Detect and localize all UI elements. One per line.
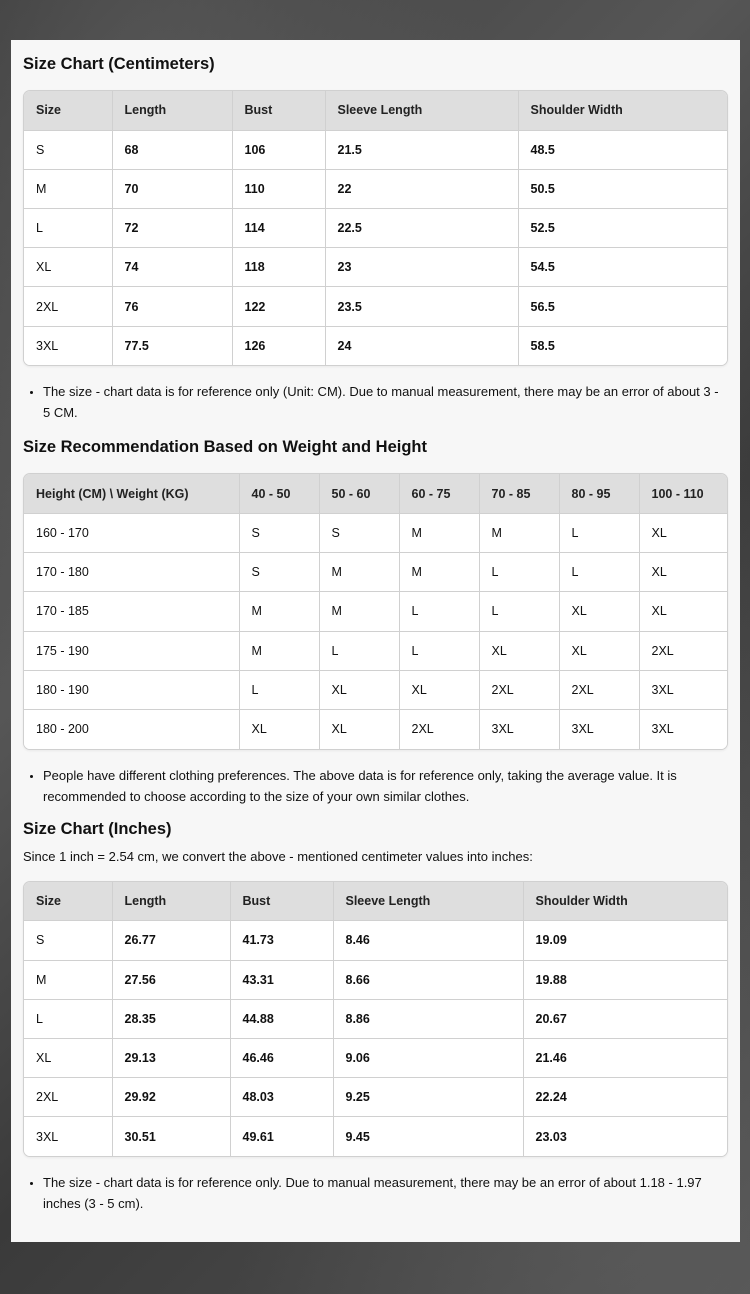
table-row [24, 514, 727, 553]
table-cell: 68 [112, 130, 232, 169]
table-cell: 122 [232, 287, 325, 326]
table-cell: XL [319, 670, 399, 709]
table-cell: 46.46 [230, 1038, 333, 1077]
table-cell: 70 [112, 169, 232, 208]
table-cell: XL [639, 553, 727, 592]
table-cell: 3XL [24, 1117, 112, 1156]
table-cell: 29.92 [112, 1078, 230, 1117]
table-row [24, 248, 727, 287]
column-header: Sleeve Length [325, 91, 518, 130]
table-cell: XL [639, 592, 727, 631]
column-header: Length [112, 882, 230, 921]
table-cell: 8.46 [333, 921, 523, 960]
column-header: 60 - 75 [399, 474, 479, 513]
table-cell: 41.73 [230, 921, 333, 960]
table-cell: L [479, 553, 559, 592]
table-row [24, 631, 727, 670]
table-cell: 170 - 185 [24, 592, 239, 631]
table-cell: M [239, 592, 319, 631]
table-cell: 2XL [399, 709, 479, 748]
rec-note: • People have different clothing preferences. The above data is for reference only, taking the average value. It is recommended to choose according to the size of your own similar clothes. [43, 765, 724, 807]
table-cell: 44.88 [230, 999, 333, 1038]
table-cell: L [559, 553, 639, 592]
table-cell: 22.24 [523, 1078, 727, 1117]
cm-note: • The size - chart data is for reference only (Unit: CM). Due to manual measurement, there may be an error of about 3 - 5 CM. [43, 381, 724, 423]
table-cell: XL [479, 631, 559, 670]
table-cell: 2XL [24, 1078, 112, 1117]
table-cell: 29.13 [112, 1038, 230, 1077]
table-cell: 2XL [559, 670, 639, 709]
table-row [24, 287, 727, 326]
table-cell: L [24, 209, 112, 248]
table-cell: M [479, 514, 559, 553]
table-cell: 3XL [639, 670, 727, 709]
table-cell: L [24, 999, 112, 1038]
table-cell: 20.67 [523, 999, 727, 1038]
table-cell: 72 [112, 209, 232, 248]
table-header-row [24, 882, 727, 921]
table-cell: 2XL [24, 287, 112, 326]
table-cell: 56.5 [518, 287, 727, 326]
table-cell: 28.35 [112, 999, 230, 1038]
table-cell: L [559, 514, 639, 553]
table-cell: XL [24, 1038, 112, 1077]
table-row [24, 130, 727, 169]
table-cell: 3XL [479, 709, 559, 748]
inch-table [24, 882, 727, 1156]
table-cell: 58.5 [518, 326, 727, 365]
table-cell: 19.09 [523, 921, 727, 960]
column-header: Bust [230, 882, 333, 921]
table-cell: M [399, 553, 479, 592]
table-cell: 126 [232, 326, 325, 365]
table-row [24, 1117, 727, 1156]
table-row [24, 326, 727, 365]
table-row [24, 999, 727, 1038]
table-cell: 48.5 [518, 130, 727, 169]
table-header-row [24, 474, 727, 513]
table-cell: 175 - 190 [24, 631, 239, 670]
table-cell: 9.45 [333, 1117, 523, 1156]
table-cell: S [24, 921, 112, 960]
inch-chart-title: Size Chart (Inches) [23, 819, 172, 838]
table-row [24, 921, 727, 960]
inch-size-table [23, 881, 728, 1157]
table-cell: 24 [325, 326, 518, 365]
inch-notes [23, 1172, 728, 1214]
table-cell: 74 [112, 248, 232, 287]
table-cell: XL [239, 709, 319, 748]
table-cell: S [239, 553, 319, 592]
table-row [24, 1038, 727, 1077]
table-cell: 3XL [639, 709, 727, 748]
table-cell: L [319, 631, 399, 670]
table-cell: 118 [232, 248, 325, 287]
table-header-row [24, 91, 727, 130]
table-cell: 180 - 190 [24, 670, 239, 709]
table-cell: 23.5 [325, 287, 518, 326]
table-cell: 49.61 [230, 1117, 333, 1156]
table-cell: S [239, 514, 319, 553]
column-header: 40 - 50 [239, 474, 319, 513]
table-cell: 170 - 180 [24, 553, 239, 592]
table-cell: 8.66 [333, 960, 523, 999]
table-cell: 21.46 [523, 1038, 727, 1077]
table-row [24, 709, 727, 748]
table-cell: XL [24, 248, 112, 287]
column-header: 50 - 60 [319, 474, 399, 513]
cm-chart-title: Size Chart (Centimeters) [23, 55, 215, 73]
table-cell: M [24, 960, 112, 999]
table-row [24, 553, 727, 592]
column-header: Size [24, 91, 112, 130]
cm-size-table [23, 90, 728, 366]
inch-intro: Since 1 inch = 2.54 cm, we convert the above - mentioned centimeter values into inches: [23, 848, 533, 864]
column-header: 70 - 85 [479, 474, 559, 513]
table-row [24, 960, 727, 999]
table-cell: 8.86 [333, 999, 523, 1038]
table-cell: 23.03 [523, 1117, 727, 1156]
table-cell: L [479, 592, 559, 631]
column-header: Length [112, 91, 232, 130]
table-cell: 50.5 [518, 169, 727, 208]
table-cell: 160 - 170 [24, 514, 239, 553]
table-cell: XL [639, 514, 727, 553]
recommendation-table [23, 473, 728, 749]
rec-notes [23, 765, 728, 807]
column-header: Sleeve Length [333, 882, 523, 921]
table-cell: S [24, 130, 112, 169]
table-cell: 3XL [24, 326, 112, 365]
table-cell: 22.5 [325, 209, 518, 248]
column-header: Size [24, 882, 112, 921]
size-guide-sheet [11, 40, 740, 1242]
table-cell: 106 [232, 130, 325, 169]
table-cell: XL [559, 631, 639, 670]
table-cell: 54.5 [518, 248, 727, 287]
table-row [24, 1078, 727, 1117]
recommendation-title: Size Recommendation Based on Weight and Height [23, 438, 427, 457]
table-cell: S [319, 514, 399, 553]
table-cell: 76 [112, 287, 232, 326]
cm-table [24, 91, 727, 365]
table-cell: 26.77 [112, 921, 230, 960]
table-cell: 23 [325, 248, 518, 287]
table-cell: 48.03 [230, 1078, 333, 1117]
table-cell: 21.5 [325, 130, 518, 169]
table-cell: 2XL [639, 631, 727, 670]
column-header: 100 - 110 [639, 474, 727, 513]
table-cell: L [399, 592, 479, 631]
table-cell: XL [559, 592, 639, 631]
column-header: Height (CM) \ Weight (KG) [24, 474, 239, 513]
table-cell: 3XL [559, 709, 639, 748]
table-cell: 110 [232, 169, 325, 208]
table-cell: 77.5 [112, 326, 232, 365]
column-header: Bust [232, 91, 325, 130]
table-cell: M [399, 514, 479, 553]
table-cell: XL [399, 670, 479, 709]
table-cell: 52.5 [518, 209, 727, 248]
table-cell: 114 [232, 209, 325, 248]
table-cell: M [239, 631, 319, 670]
table-row [24, 592, 727, 631]
rec-table [24, 474, 727, 748]
column-header: Shoulder Width [523, 882, 727, 921]
table-cell: L [399, 631, 479, 670]
table-cell: L [239, 670, 319, 709]
table-cell: 19.88 [523, 960, 727, 999]
table-cell: 180 - 200 [24, 709, 239, 748]
table-cell: 30.51 [112, 1117, 230, 1156]
table-cell: 9.06 [333, 1038, 523, 1077]
table-row [24, 670, 727, 709]
table-row [24, 169, 727, 208]
table-cell: 27.56 [112, 960, 230, 999]
table-cell: 43.31 [230, 960, 333, 999]
cm-notes [23, 381, 728, 423]
table-cell: 9.25 [333, 1078, 523, 1117]
column-header: Shoulder Width [518, 91, 727, 130]
table-cell: M [24, 169, 112, 208]
table-cell: 2XL [479, 670, 559, 709]
table-cell: XL [319, 709, 399, 748]
column-header: 80 - 95 [559, 474, 639, 513]
inch-note: • The size - chart data is for reference only. Due to manual measurement, there may be an error of about 1.18 - 1.97 inches (3 - 5 cm). [43, 1172, 724, 1214]
table-row [24, 209, 727, 248]
table-cell: M [319, 592, 399, 631]
table-cell: 22 [325, 169, 518, 208]
table-cell: M [319, 553, 399, 592]
